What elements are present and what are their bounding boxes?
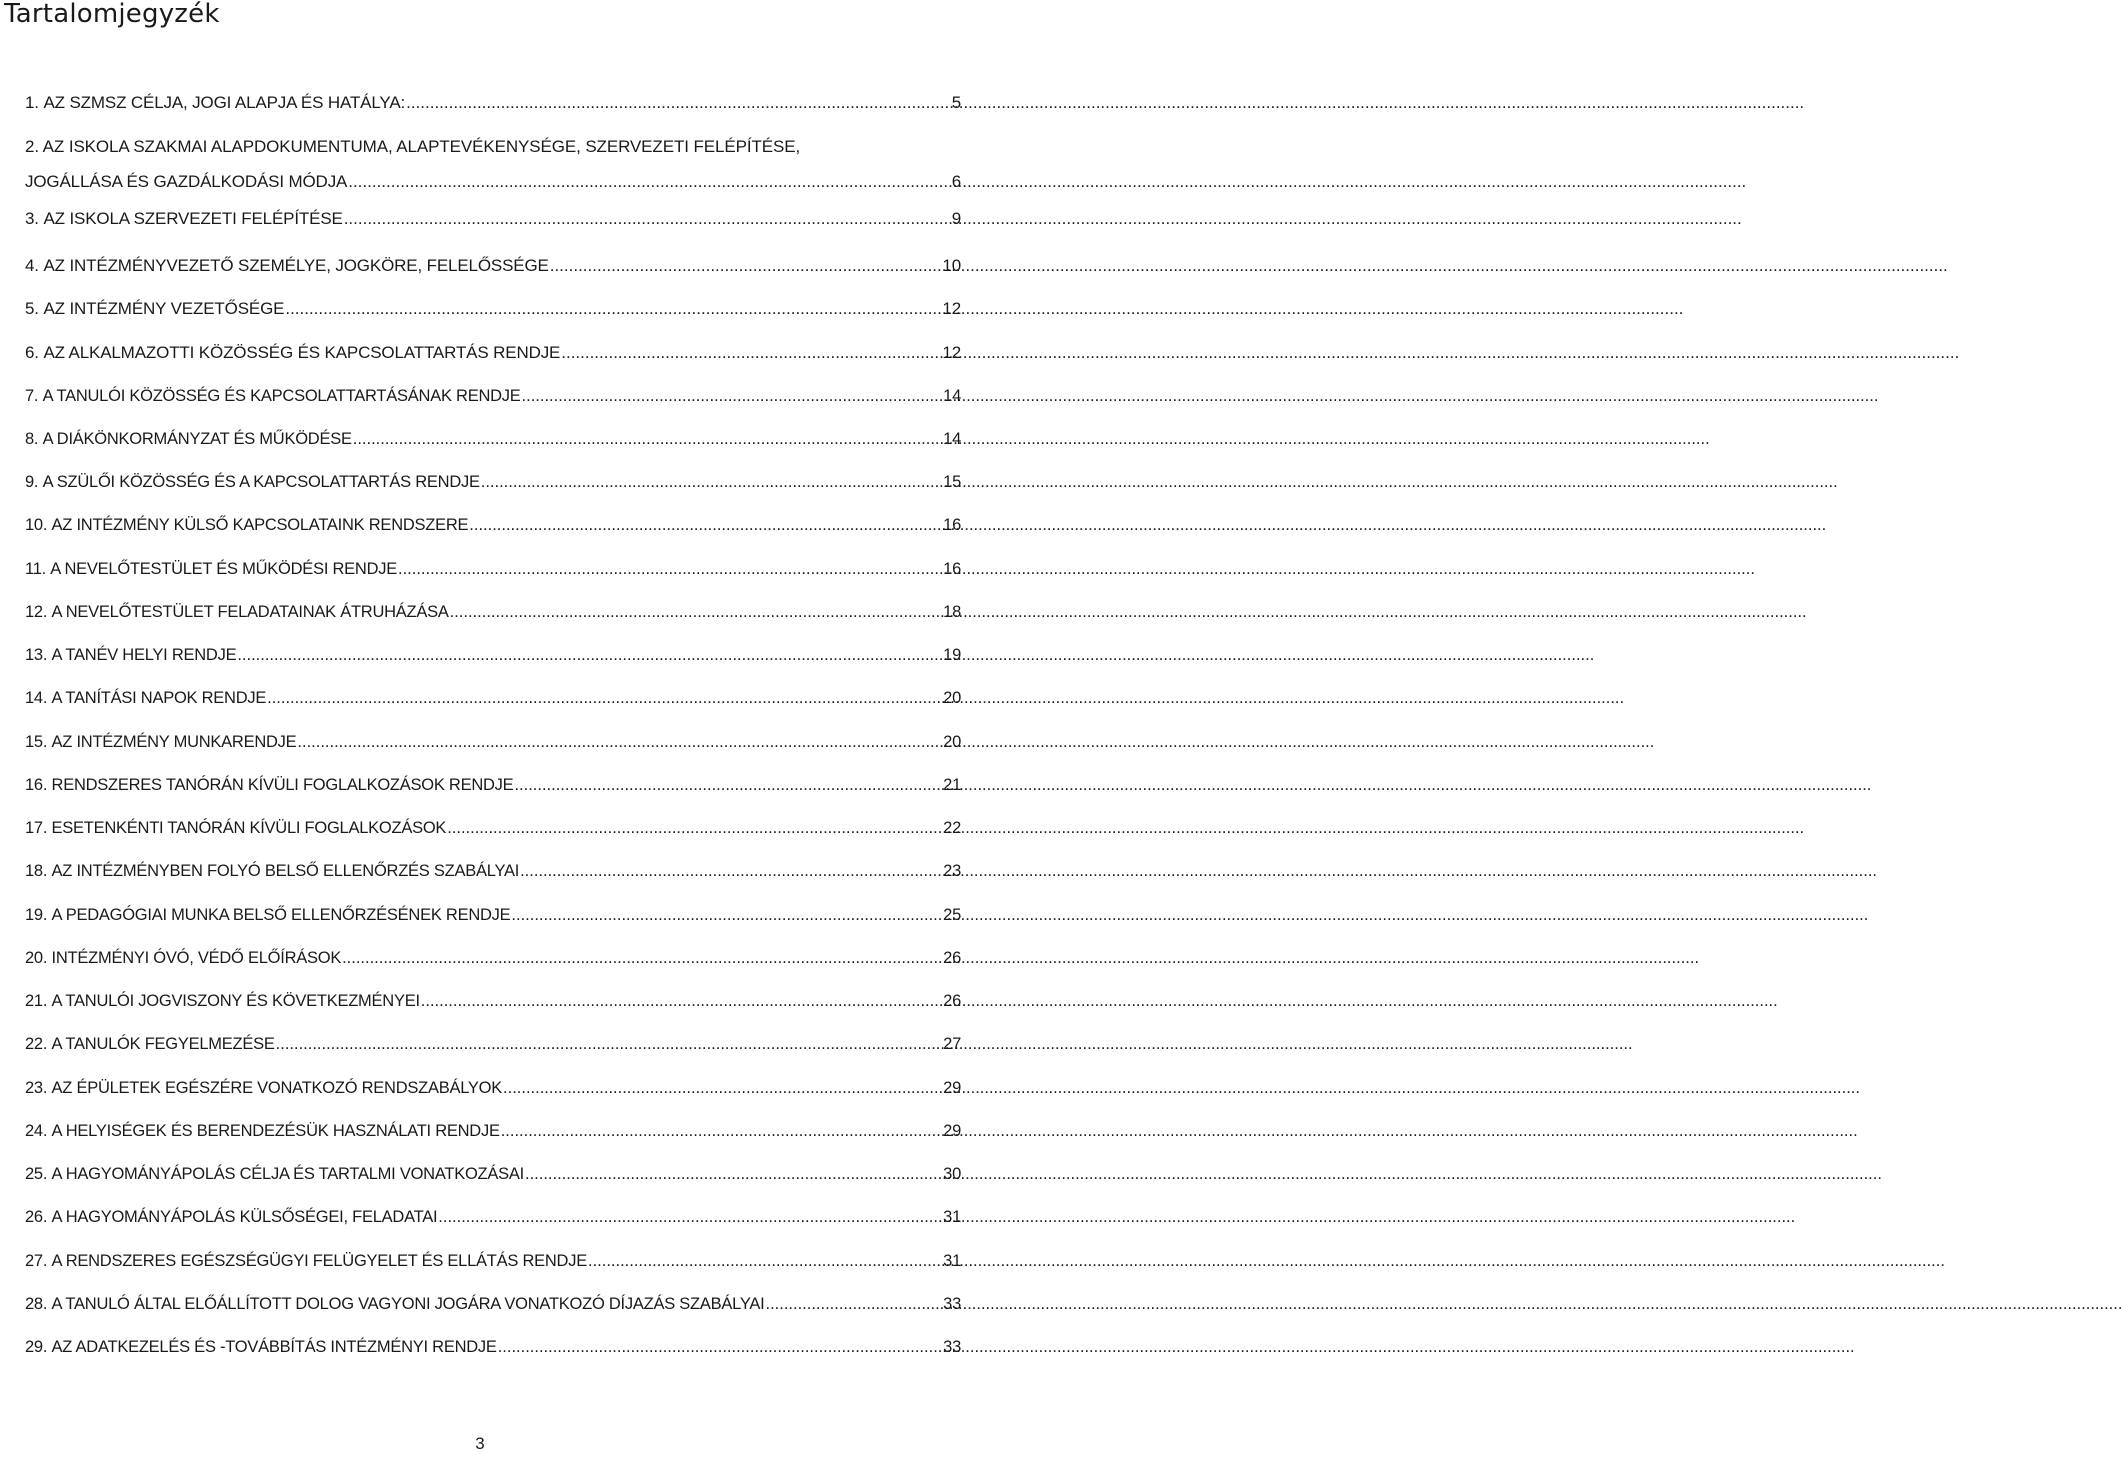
toc-entry-12[interactable] <box>25 599 961 625</box>
toc-entry-text: A HAGYOMÁNYÁPOLÁS CÉLJA ÉS TARTALMI VONATKOZÁSAI <box>51 1165 524 1183</box>
toc-entry-text: AZ INTÉZMÉNY KÜLSŐ KAPCSOLATAINK RENDSZERE <box>51 516 469 534</box>
dot-leader <box>514 772 941 798</box>
toc-entry-number: 1. <box>25 93 44 112</box>
toc-entry-page-number: 14 <box>943 430 961 448</box>
dot-leader <box>481 469 941 495</box>
toc-entry-page-number: 5 <box>951 93 961 112</box>
toc-entry-page-number: 14 <box>943 387 961 405</box>
toc-entry-page-number: 26 <box>943 992 961 1010</box>
toc-entry-text: AZ INTÉZMÉNY MUNKARENDJE <box>51 733 297 751</box>
toc-entry-2[interactable] <box>25 169 961 195</box>
toc-entry-page-number: 26 <box>943 949 961 967</box>
dot-leader <box>561 340 940 366</box>
dot-leader <box>522 383 942 409</box>
toc-entry-text: A TANULÓI KÖZÖSSÉG ÉS KAPCSOLATTARTÁSÁNAK RENDJE <box>42 387 521 405</box>
toc-entry-number: 24. <box>25 1122 52 1140</box>
page-number: 3 <box>475 1434 485 1453</box>
dot-leader <box>348 169 949 195</box>
toc-entry-1[interactable] <box>25 90 961 116</box>
toc-entry-text: AZ ISKOLA SZERVEZETI FELÉPÍTÉSE <box>43 209 343 228</box>
dot-leader <box>267 685 941 711</box>
toc-entry-number: 29. <box>25 1338 52 1356</box>
toc-entry-16[interactable] <box>25 772 961 798</box>
dot-leader <box>469 512 941 538</box>
toc-entry-number: 2. <box>25 137 43 156</box>
dot-leader <box>421 988 941 1014</box>
toc-entry-page-number: 31 <box>943 1252 961 1270</box>
toc-entry-page-number: 21 <box>943 776 961 794</box>
dot-leader <box>450 599 942 625</box>
dot-leader <box>297 729 941 755</box>
toc-entry-page-number: 31 <box>943 1208 961 1226</box>
toc-entry-26[interactable] <box>25 1204 961 1230</box>
toc-entry-14[interactable] <box>25 685 961 711</box>
toc-entry-text: AZ INTÉZMÉNYBEN FOLYÓ BELSŐ ELLENŐRZÉS SZABÁLYAI <box>51 862 520 880</box>
toc-entry-5[interactable] <box>25 296 961 322</box>
dot-leader <box>353 426 941 452</box>
toc-entry-text: ESETENKÉNTI TANÓRÁN KÍVÜLI FOGLALKOZÁSOK <box>51 819 447 837</box>
toc-entry-page-number: 29 <box>943 1079 961 1097</box>
toc-entry-page-number: 12 <box>942 299 961 318</box>
toc-entry-page-number: 16 <box>943 560 961 578</box>
toc-entry-9[interactable] <box>25 469 961 495</box>
toc-entry-number: 12. <box>25 603 52 621</box>
toc-entry-page-number: 23 <box>943 862 961 880</box>
toc-entry-3[interactable] <box>25 206 961 232</box>
toc-entry-number: 25. <box>25 1165 52 1183</box>
toc-entry-21[interactable] <box>25 988 961 1014</box>
toc-entry-text: RENDSZERES TANÓRÁN KÍVÜLI FOGLALKOZÁSOK RENDJE <box>51 776 514 794</box>
toc-entry-page-number: 25 <box>943 906 961 924</box>
dot-leader <box>447 815 941 841</box>
toc-entry-15[interactable] <box>25 729 961 755</box>
dot-leader <box>398 556 941 582</box>
toc-entry-number: 11. <box>25 560 51 578</box>
toc-entry-page-number: 18 <box>943 603 961 621</box>
dot-leader <box>237 642 941 668</box>
toc-entry-page-number: 16 <box>943 516 961 534</box>
toc-entry-29[interactable] <box>25 1334 961 1360</box>
toc-entry-text: A SZÜLŐI KÖZÖSSÉG ÉS A KAPCSOLATTARTÁS RENDJE <box>42 473 480 491</box>
dot-leader <box>285 296 940 322</box>
dot-leader <box>498 1334 941 1360</box>
dot-leader <box>520 858 941 884</box>
toc-entry-7[interactable] <box>25 383 961 409</box>
toc-entry-text: AZ INTÉZMÉNYVEZETŐ SZEMÉLYE, JOGKÖRE, FELELŐSSÉGE <box>43 256 549 275</box>
toc-entry-number: 22. <box>25 1035 52 1053</box>
dot-leader <box>550 253 941 279</box>
toc-entry-13[interactable] <box>25 642 961 668</box>
toc-entry-24[interactable] <box>25 1118 961 1144</box>
page-title: Tartalomjegyzék <box>4 0 220 29</box>
toc-entry-text: AZ ADATKEZELÉS ÉS -TOVÁBBÍTÁS INTÉZMÉNYI RENDJE <box>51 1338 497 1356</box>
toc-entry-text: INTÉZMÉNYI ÓVÓ, VÉDŐ ELŐÍRÁSOK <box>51 949 342 967</box>
dot-leader <box>511 902 941 928</box>
toc-entry-text: A HAGYOMÁNYÁPOLÁS KÜLSŐSÉGEI, FELADATAI <box>51 1208 438 1226</box>
toc-entry-text-continuation: JOGÁLLÁSA ÉS GAZDÁLKODÁSI MÓDJA <box>25 172 348 191</box>
toc-entry-10[interactable] <box>25 512 961 538</box>
toc-entry-text: A DIÁKÖNKORMÁNYZAT ÉS MŰKÖDÉSE <box>42 430 352 448</box>
toc-entry-22[interactable] <box>25 1031 961 1057</box>
toc-entry-number: 9. <box>25 473 43 491</box>
toc-entry-number: 10. <box>25 516 52 534</box>
dot-leader <box>276 1031 941 1057</box>
toc-entry-page-number: 29 <box>943 1122 961 1140</box>
toc-entry-4[interactable] <box>25 253 961 279</box>
toc-entry-25[interactable] <box>25 1161 961 1187</box>
toc-entry-27[interactable] <box>25 1248 961 1274</box>
dot-leader <box>344 206 950 232</box>
toc-entry-number: 15. <box>25 733 52 751</box>
toc-entry-page-number: 9 <box>951 209 961 228</box>
toc-entry-number: 5. <box>25 299 44 318</box>
toc-entry-text: AZ ISKOLA SZAKMAI ALAPDOKUMENTUMA, ALAPTEVÉKENYSÉGE, SZERVEZETI FELÉPÍTÉSE, <box>42 137 801 156</box>
toc-entry-text: A TANULÓ ÁLTAL ELŐÁLLÍTOTT DOLOG VAGYONI JOGÁRA VONATKOZÓ DÍJAZÁS SZABÁLYAI <box>51 1295 765 1313</box>
toc-entry-number: 19. <box>25 906 52 924</box>
toc-entry-text: A PEDAGÓGIAI MUNKA BELSŐ ELLENŐRZÉSÉNEK RENDJE <box>51 906 511 924</box>
toc-entry-6[interactable] <box>25 340 961 366</box>
toc-entry-text: A TANULÓI JOGVISZONY ÉS KÖVETKEZMÉNYEI <box>51 992 420 1010</box>
dot-leader <box>765 1291 941 1317</box>
dot-leader <box>438 1204 941 1230</box>
toc-entry-page-number: 10 <box>942 256 961 275</box>
toc-entry-number: 8. <box>25 430 43 448</box>
toc-entry-text: AZ INTÉZMÉNY VEZETŐSÉGE <box>43 299 285 318</box>
dot-leader <box>406 90 950 116</box>
toc-entry-18[interactable] <box>25 858 961 884</box>
toc-entry-page-number: 30 <box>943 1165 961 1183</box>
dot-leader <box>342 945 941 971</box>
toc-entry-number: 3. <box>25 209 44 228</box>
toc-entry-page-number: 20 <box>943 689 961 707</box>
toc-entry-28[interactable] <box>25 1291 961 1317</box>
table-of-contents <box>0 0 960 1456</box>
toc-entry-23[interactable] <box>25 1075 961 1101</box>
toc-entry-17[interactable] <box>25 815 961 841</box>
toc-entry-page-number: 19 <box>943 646 961 664</box>
toc-entry-number: 16. <box>25 776 52 794</box>
toc-entry-number: 26. <box>25 1208 52 1226</box>
toc-entry-number: 17. <box>25 819 52 837</box>
toc-entry-text: AZ ÉPÜLETEK EGÉSZÉRE VONATKOZÓ RENDSZABÁLYOK <box>51 1079 503 1097</box>
dot-leader <box>588 1248 941 1274</box>
toc-entry-text: A TANÉV HELYI RENDJE <box>51 646 237 664</box>
toc-entry-page-number: 33 <box>943 1338 961 1356</box>
toc-entry-page-number: 22 <box>943 819 961 837</box>
toc-entry-text: AZ ALKALMAZOTTI KÖZÖSSÉG ÉS KAPCSOLATTARTÁS RENDJE <box>43 343 561 362</box>
toc-entry-8[interactable] <box>25 426 961 452</box>
toc-entry-20[interactable] <box>25 945 961 971</box>
toc-entry-number: 13. <box>25 646 52 664</box>
toc-entry-number: 6. <box>25 343 44 362</box>
dot-leader <box>501 1118 941 1144</box>
toc-entry-text: A HELYISÉGEK ÉS BERENDEZÉSÜK HASZNÁLATI RENDJE <box>51 1122 500 1140</box>
toc-entry-11[interactable] <box>25 556 961 582</box>
toc-entry-text: A RENDSZERES EGÉSZSÉGÜGYI FELÜGYELET ÉS ELLÁTÁS RENDJE <box>51 1252 587 1270</box>
toc-entry-number: 20. <box>25 949 52 967</box>
toc-entry-text: A TANÍTÁSI NAPOK RENDJE <box>51 689 267 707</box>
toc-entry-number: 21. <box>25 992 52 1010</box>
toc-entry-number: 23. <box>25 1079 52 1097</box>
toc-entry-page-number: 20 <box>943 733 961 751</box>
toc-entry-page-number: 15 <box>943 473 961 491</box>
toc-entry-number: 27. <box>25 1252 52 1270</box>
toc-entry-page-number: 12 <box>942 343 961 362</box>
toc-entry-page-number: 33 <box>943 1295 961 1313</box>
toc-entry-number: 28. <box>25 1295 52 1313</box>
toc-entry-text: A TANULÓK FEGYELMEZÉSE <box>51 1035 275 1053</box>
dot-leader <box>525 1161 941 1187</box>
toc-entry-text: A NEVELŐTESTÜLET ÉS MŰKÖDÉSI RENDJE <box>50 560 397 578</box>
toc-entry-page-number: 6 <box>951 172 961 191</box>
toc-entry-text: A NEVELŐTESTÜLET FELADATAINAK ÁTRUHÁZÁSA <box>51 603 449 621</box>
toc-entry-number: 7. <box>25 387 43 405</box>
toc-entry-19[interactable] <box>25 902 961 928</box>
toc-entry-page-number: 27 <box>943 1035 961 1053</box>
toc-entry-number: 4. <box>25 256 44 275</box>
toc-entry-number: 18. <box>25 862 52 880</box>
dot-leader <box>503 1075 941 1101</box>
toc-entry-number: 14. <box>25 689 52 707</box>
toc-entry-text: AZ SZMSZ CÉLJA, JOGI ALAPJA ÉS HATÁLYA: <box>43 93 406 112</box>
